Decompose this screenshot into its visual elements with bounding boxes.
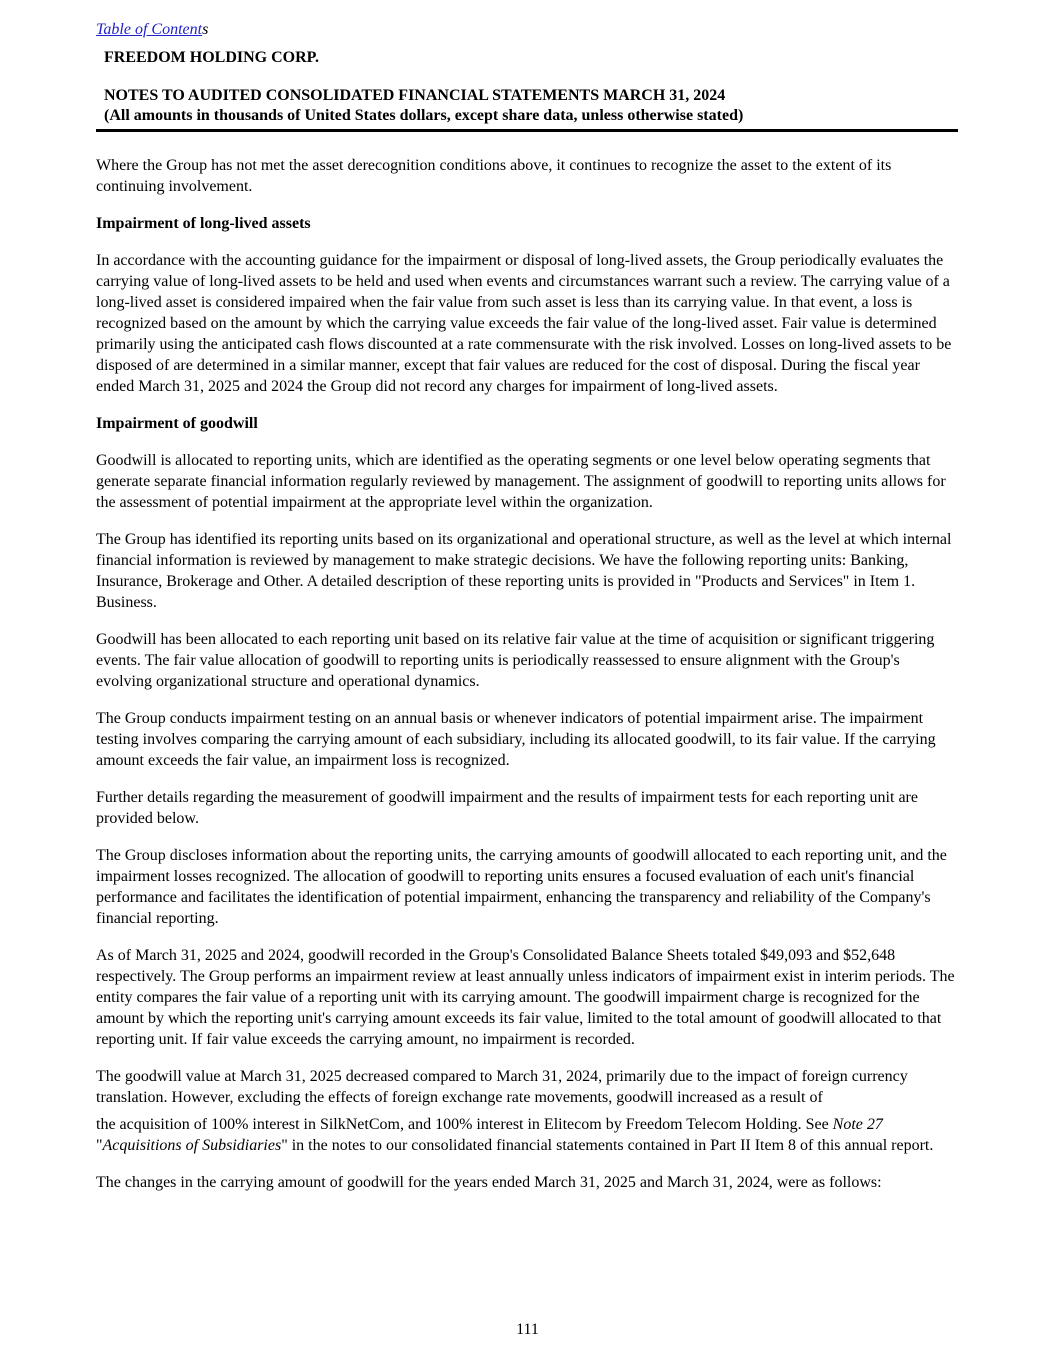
note-27-reference: Note 27 bbox=[832, 1116, 883, 1133]
breadcrumb bbox=[96, 20, 958, 40]
acquisitions-text-run: the acquisition of 100% interest in SilkNetCom, and 100% interest in Elitecom by Freedom Telecom Holding. See bbox=[96, 1116, 833, 1133]
paragraph-long-lived-assets: In accordance with the accounting guidance for the impairment or disposal of long-lived assets, the Group periodically evaluates the carrying value of long-lived assets to be held and used when events and circumstances warrant such a review. The carrying value of a long-lived asset is considered impaired when the fair value from such asset is less than its carrying value. In that event, a loss is recognized based on the amount by which the carrying value exceeds the fair value of the long-lived asset. Fair value is determined primarily using the anticipated cash flows discounted at a rate commensurate with the risk involved. Losses on long-lived assets to be disposed of are determined in a similar manner, except that fair values are reduced for the cost of disposal. During the fiscal year ended March 31, 2025 and 2024 the Group did not record any charges for impairment of long-lived assets. bbox=[96, 252, 952, 395]
paragraph-impairment-testing: The Group conducts impairment testing on an annual basis or whenever indicators of potential impairment arise. The impairment testing involves comparing the carrying amount of each subsidiary, including its allocated goodwill, to its fair value. If the carrying amount exceeds the fair value, an impairment loss is recognized. bbox=[96, 710, 936, 769]
header-rule bbox=[96, 129, 958, 132]
section-heading-long-lived-assets: Impairment of long-lived assets bbox=[96, 215, 311, 232]
document-body bbox=[96, 155, 958, 1193]
paragraph-goodwill-allocation: Goodwill is allocated to reporting units, which are identified as the operating segments or one level below operating segments that generate separate financial information regularly reviewed by management. The assignment of goodwill to reporting units allows for the assessment of potential impairment at the appropriate level within the organization. bbox=[96, 452, 946, 511]
paragraph-acquisitions bbox=[96, 1114, 958, 1156]
paragraph-reporting-units: The Group has identified its reporting units based on its organizational and operational structure, as well as the level at which internal financial information is reviewed by management to make strategic decisions. We have the following reporting units: Banking, Insurance, Brokerage and Other. A detailed description of these reporting units is provided in "Products and Services" in Item 1. Business. bbox=[96, 531, 952, 611]
table-of-contents-suffix: s bbox=[202, 21, 209, 38]
document-subtitle: (All amounts in thousands of United States dollars, except share data, unless otherwise stated) bbox=[104, 107, 744, 124]
paragraph-fx-impact: The goodwill value at March 31, 2025 decreased compared to March 31, 2024, primarily due to the impact of foreign currency translation. However, excluding the effects of foreign exchange rate movements, goodwill increased as a result of bbox=[96, 1068, 908, 1106]
table-of-contents-link[interactable]: Table of Content bbox=[96, 21, 203, 38]
page-number: 111 bbox=[516, 1321, 539, 1338]
paragraph-goodwill-balance: As of March 31, 2025 and 2024, goodwill recorded in the Group's Consolidated Balance Sheets totaled $49,093 and $52,648 respectively. The Group performs an impairment review at least annually unless indicators of impairment exist in interim periods. The entity compares the fair value of a reporting unit with its carrying amount. The goodwill impairment charge is recognized for the amount by which the reporting unit's carrying amount exceeds its fair value, limited to the total amount of goodwill allocated to that reporting unit. If fair value exceeds the carrying amount, no impairment is recorded. bbox=[96, 947, 955, 1048]
paragraph-further-details: Further details regarding the measurement of goodwill impairment and the results of impairment tests for each reporting unit are provided below. bbox=[96, 789, 918, 827]
section-heading-goodwill: Impairment of goodwill bbox=[96, 415, 258, 432]
acquisitions-of-subsidiaries-reference: Acquisitions of Subsidiaries bbox=[102, 1137, 282, 1154]
paragraph-fair-value-allocation: Goodwill has been allocated to each reporting unit based on its relative fair value at the time of acquisition or significant triggering events. The fair value allocation of goodwill to reporting units is periodically reassessed to ensure alignment with the Group's evolving organizational structure and operational dynamics. bbox=[96, 631, 935, 690]
company-name: FREEDOM HOLDING CORP. bbox=[104, 49, 319, 66]
document-title: NOTES TO AUDITED CONSOLIDATED FINANCIAL STATEMENTS MARCH 31, 2024 bbox=[104, 87, 726, 104]
acquisitions-text-run: " in the notes to our consolidated financial statements contained in Part II Item 8 of this annual report. bbox=[281, 1137, 934, 1154]
paragraph-disclosure: The Group discloses information about the reporting units, the carrying amounts of goodwill allocated to each reporting unit, and the impairment losses recognized. The allocation of goodwill to reporting units ensures a focused evaluation of each unit's financial performance and facilitates the identification of potential impairment, enhancing the transparency and reliability of the Company's financial reporting. bbox=[96, 847, 947, 927]
acquisitions-text-run: " bbox=[96, 1137, 103, 1154]
paragraph-goodwill-changes-intro: The changes in the carrying amount of goodwill for the years ended March 31, 2025 and March 31, 2024, were as follows: bbox=[96, 1174, 882, 1191]
paragraph-derecognition: Where the Group has not met the asset derecognition conditions above, it continues to recognize the asset to the extent of its continuing involvement. bbox=[96, 157, 892, 195]
